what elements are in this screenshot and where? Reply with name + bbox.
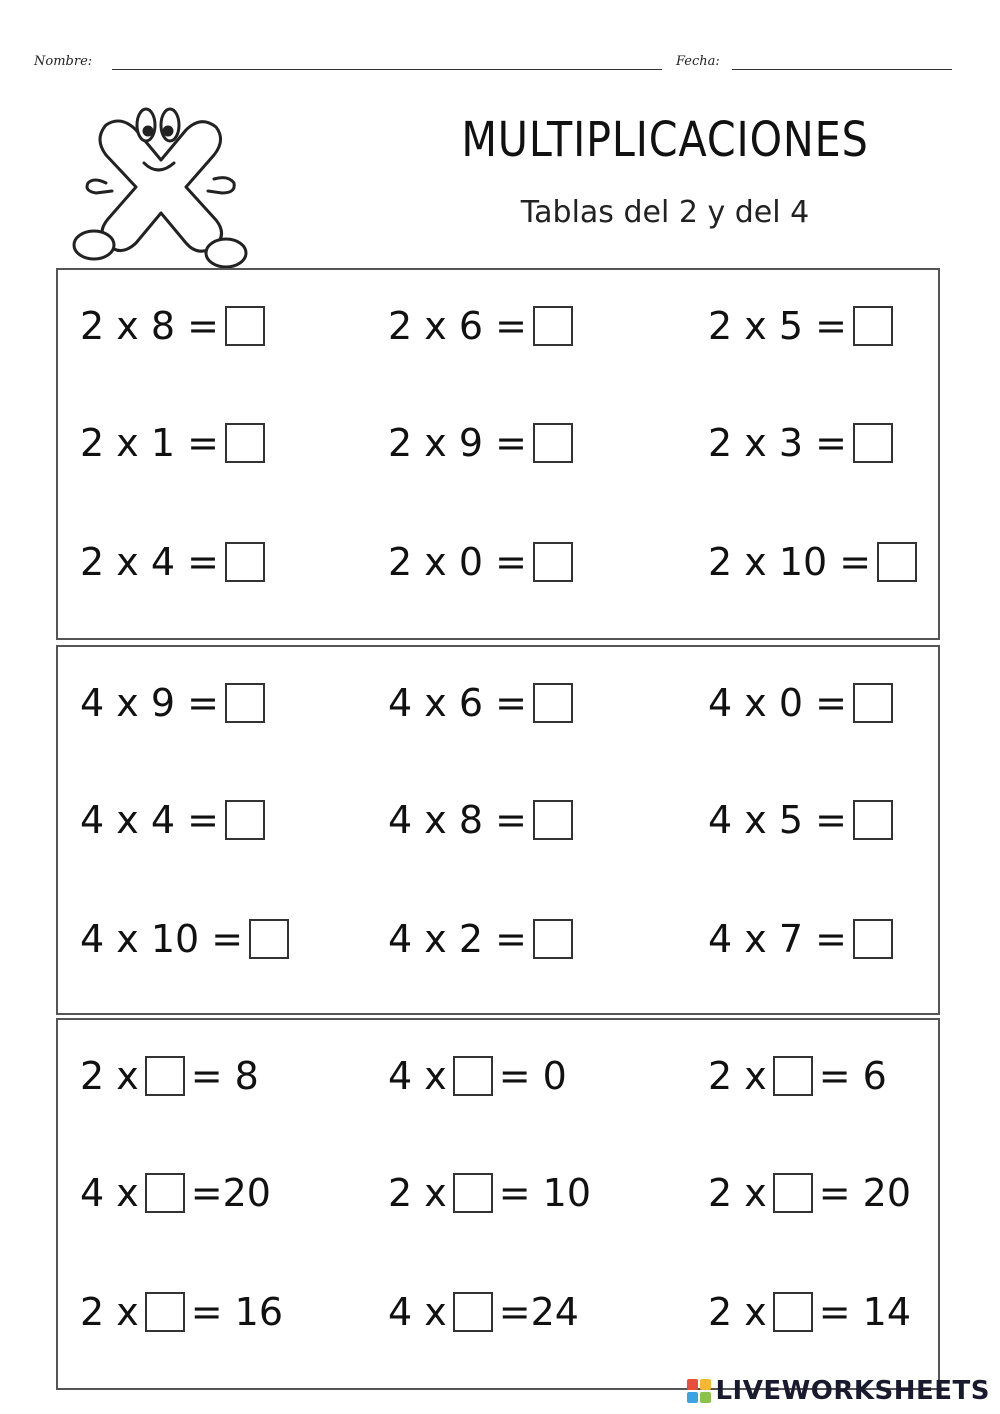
header [30, 50, 955, 80]
multiplication-problem [708, 909, 899, 969]
multiplication-problem [708, 1046, 887, 1106]
answer-box[interactable] [853, 800, 893, 840]
answer-box[interactable] [773, 1292, 813, 1332]
answer-box[interactable] [145, 1292, 185, 1332]
problem-left-text: 4 x 0 = [708, 681, 847, 725]
exercise-row [58, 1163, 938, 1223]
multiplication-problem [388, 413, 579, 473]
problem-left-text: 4 x [80, 1171, 139, 1215]
problem-left-text: 2 x 10 = [708, 540, 872, 584]
multiplication-problem [388, 790, 579, 850]
liveworksheets-logo-icon [687, 1379, 711, 1403]
problem-left-text: 4 x 10 = [80, 917, 244, 961]
problem-left-text: 2 x 4 = [80, 540, 219, 584]
answer-box[interactable] [225, 306, 265, 346]
problem-right-text: = 6 [818, 1054, 887, 1098]
answer-box[interactable] [225, 800, 265, 840]
multiplication-problem [80, 790, 271, 850]
problem-left-text: 4 x 5 = [708, 798, 847, 842]
problem-left-text: 2 x 5 = [708, 304, 847, 348]
multiplication-problem [388, 673, 579, 733]
answer-box[interactable] [533, 683, 573, 723]
problem-left-text: 4 x 6 = [388, 681, 527, 725]
problem-right-text: = 16 [190, 1290, 284, 1334]
answer-box[interactable] [249, 919, 289, 959]
multiplication-problem [388, 532, 579, 592]
name-label: Nombre: [34, 54, 93, 69]
answer-box[interactable] [453, 1292, 493, 1332]
exercise-panel [56, 268, 940, 640]
exercise-row [58, 1046, 938, 1106]
multiplication-problem [80, 413, 271, 473]
problem-left-text: 4 x [388, 1290, 447, 1334]
exercise-row [58, 413, 938, 473]
multiplication-problem [388, 1046, 567, 1106]
problem-left-text: 4 x 7 = [708, 917, 847, 961]
answer-box[interactable] [533, 306, 573, 346]
exercise-panel [56, 645, 940, 1015]
brand-logo [687, 1376, 990, 1406]
answer-box[interactable] [853, 423, 893, 463]
problem-left-text: 2 x [80, 1290, 139, 1334]
multiplication-problem [708, 673, 899, 733]
problem-left-text: 2 x [708, 1054, 767, 1098]
multiplication-problem [388, 1163, 591, 1223]
page-title: MULTIPLICACIONES [461, 112, 869, 168]
answer-box[interactable] [533, 800, 573, 840]
multiplication-problem [80, 1046, 259, 1106]
exercise-row [58, 790, 938, 850]
answer-box[interactable] [225, 423, 265, 463]
multiplication-problem [80, 296, 271, 356]
problem-left-text: 2 x 6 = [388, 304, 527, 348]
problem-left-text: 4 x 9 = [80, 681, 219, 725]
answer-box[interactable] [453, 1173, 493, 1213]
multiplication-problem [80, 1163, 271, 1223]
multiplication-problem [80, 909, 295, 969]
answer-box[interactable] [533, 919, 573, 959]
multiplication-problem [708, 296, 899, 356]
multiplication-problem [708, 1282, 911, 1342]
answer-box[interactable] [773, 1056, 813, 1096]
answer-box[interactable] [533, 423, 573, 463]
page-subtitle: Tablas del 2 y del 4 [520, 195, 810, 230]
multiplication-problem [708, 1163, 911, 1223]
problem-left-text: 2 x 0 = [388, 540, 527, 584]
problem-right-text: =20 [190, 1171, 271, 1215]
multiplication-problem [388, 1282, 579, 1342]
multiplication-problem [388, 296, 579, 356]
problem-left-text: 4 x 8 = [388, 798, 527, 842]
answer-box[interactable] [145, 1056, 185, 1096]
problem-right-text: = 10 [498, 1171, 592, 1215]
problem-right-text: = 14 [818, 1290, 912, 1334]
problem-right-text: =24 [498, 1290, 579, 1334]
problem-left-text: 2 x [708, 1290, 767, 1334]
multiplication-problem [80, 1282, 283, 1342]
answer-box[interactable] [145, 1173, 185, 1213]
problem-left-text: 2 x 8 = [80, 304, 219, 348]
exercise-row [58, 1282, 938, 1342]
problem-left-text: 4 x [388, 1054, 447, 1098]
problem-right-text: = 8 [190, 1054, 259, 1098]
exercise-row [58, 532, 938, 592]
answer-box[interactable] [225, 683, 265, 723]
multiplication-problem [708, 413, 899, 473]
answer-box[interactable] [533, 542, 573, 582]
problem-left-text: 2 x [80, 1054, 139, 1098]
exercise-row [58, 909, 938, 969]
exercise-row [58, 296, 938, 356]
answer-box[interactable] [773, 1173, 813, 1213]
problem-left-text: 4 x 2 = [388, 917, 527, 961]
multiplication-problem [708, 532, 923, 592]
problem-right-text: = 20 [818, 1171, 912, 1215]
answer-box[interactable] [453, 1056, 493, 1096]
name-field[interactable] [112, 69, 662, 70]
date-field[interactable] [732, 69, 952, 70]
exercise-row [58, 673, 938, 733]
exercise-panel [56, 1018, 940, 1390]
problem-left-text: 2 x [388, 1171, 447, 1215]
multiplication-problem [80, 532, 271, 592]
problem-left-text: 2 x 9 = [388, 421, 527, 465]
answer-box[interactable] [877, 542, 917, 582]
multiplication-problem [80, 673, 271, 733]
date-label: Fecha: [676, 54, 720, 69]
multiplication-mascot-icon [66, 95, 256, 275]
problem-right-text: = 0 [498, 1054, 567, 1098]
problem-left-text: 2 x 1 = [80, 421, 219, 465]
problem-left-text: 4 x 4 = [80, 798, 219, 842]
answer-box[interactable] [225, 542, 265, 582]
multiplication-problem [708, 790, 899, 850]
brand-name: LIVEWORKSHEETS [715, 1376, 990, 1406]
problem-left-text: 2 x 3 = [708, 421, 847, 465]
multiplication-problem [388, 909, 579, 969]
answer-box[interactable] [853, 683, 893, 723]
problem-left-text: 2 x [708, 1171, 767, 1215]
answer-box[interactable] [853, 306, 893, 346]
answer-box[interactable] [853, 919, 893, 959]
